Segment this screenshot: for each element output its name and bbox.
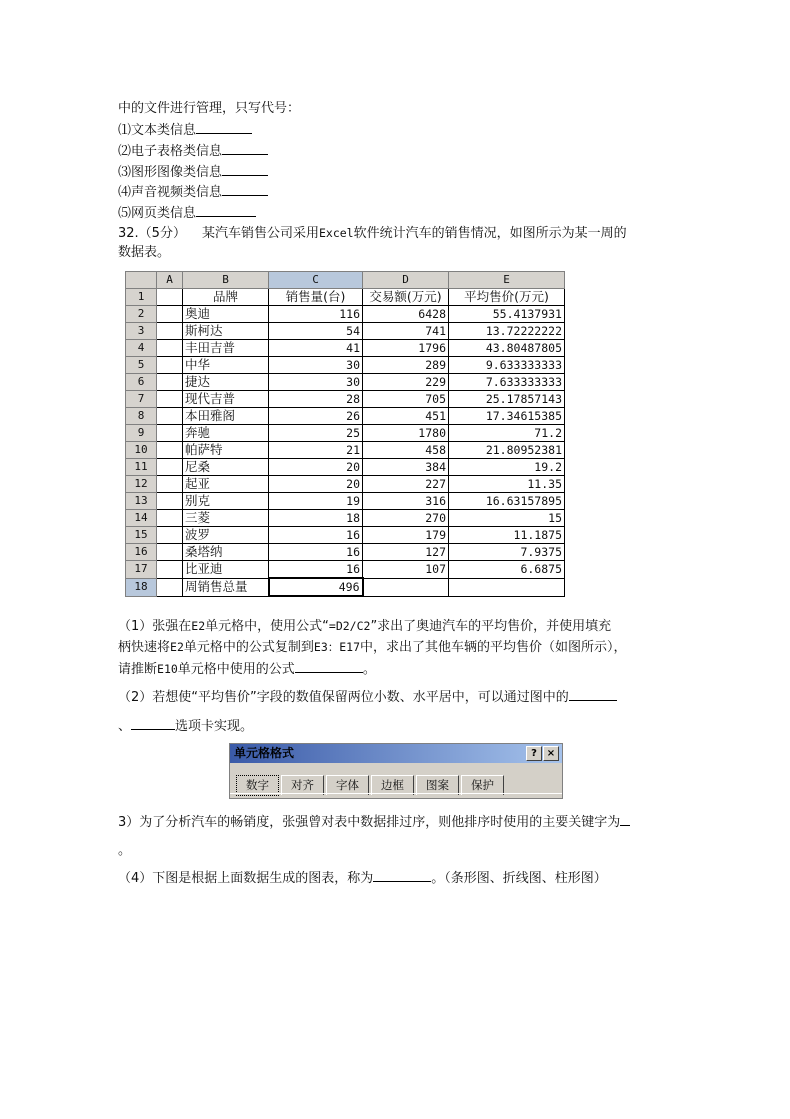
close-button[interactable]: × [543,746,559,761]
cell[interactable] [157,340,183,357]
cell-brand[interactable]: 奔驰 [183,425,269,442]
cell-brand[interactable]: 起亚 [183,476,269,493]
cell-qty[interactable]: 41 [269,340,363,357]
column-header[interactable]: C [269,272,363,289]
row-number[interactable]: 4 [126,340,157,357]
cell[interactable] [157,289,183,306]
cell-qty[interactable]: 19 [269,493,363,510]
row-number[interactable]: 1 [126,289,157,306]
cell[interactable] [157,476,183,493]
cell-avg[interactable]: 25.17857143 [449,391,565,408]
table-row [126,510,565,527]
spreadsheet [125,271,565,597]
q1-end: 。 [362,662,376,677]
cell-header-avg[interactable]: 平均售价(万元) [449,289,565,306]
cell[interactable] [157,391,183,408]
table-row [126,527,565,544]
tab-pattern[interactable]: 图案 [416,775,459,795]
excel-word: Excel [318,226,354,240]
answer-blank[interactable] [222,182,268,196]
q4-text: 。（条形图、折线图、柱形图） [431,871,607,886]
cell-avg[interactable]: 6.6875 [449,561,565,579]
row-number[interactable]: 7 [126,391,157,408]
table-row-total [126,578,565,596]
cell-avg[interactable]: 43.80487805 [449,340,565,357]
table-row [126,561,565,579]
q31-item-4 [118,182,268,202]
dialog-title-bar [230,744,562,763]
cell-avg[interactable]: 13.72222222 [449,323,565,340]
cell-amount[interactable]: 316 [363,493,449,510]
dialog-title: 单元格格式 [234,746,295,760]
formula: =D2/C2 [328,619,371,633]
q2-text: 选项卡实现。 [175,719,254,734]
row-number[interactable]: 9 [126,425,157,442]
cell-amount[interactable]: 270 [363,510,449,527]
q31-item-5 [118,203,256,223]
row-number[interactable]: 11 [126,459,157,476]
q2-line2 [118,716,253,736]
row-number[interactable]: 17 [126,561,157,579]
intro-text: 中的文件进行管理，只写代号： [118,101,301,116]
cell[interactable] [157,425,183,442]
table-row [126,357,565,374]
q31-item-label: ⑵电子表格类信息 [118,144,223,159]
table-row [126,459,565,476]
tab-number[interactable]: 数字 [236,775,279,796]
cell-brand[interactable]: 奥迪 [183,306,269,323]
cell-brand[interactable]: 本田雅阁 [183,408,269,425]
cell-brand[interactable]: 捷达 [183,374,269,391]
range-ref: E3：E17 [313,640,361,654]
q2-text: 、 [118,719,132,734]
answer-blank[interactable] [196,120,252,134]
cell[interactable] [157,510,183,527]
cell-avg[interactable]: 71.2 [449,425,565,442]
corner-cell[interactable] [126,272,157,289]
cell-avg[interactable]: 19.2 [449,459,565,476]
row-number[interactable]: 3 [126,323,157,340]
q31-item-label: ⑷声音视频类信息 [118,185,223,200]
table-row [126,544,565,561]
cell-amount[interactable]: 705 [363,391,449,408]
cell-qty[interactable]: 16 [269,544,363,561]
cell-brand[interactable]: 丰田吉普 [183,340,269,357]
cell-total-qty[interactable]: 496 [269,578,363,596]
tab-alignment[interactable]: 对齐 [281,775,324,795]
cell-brand[interactable]: 桑塔纳 [183,544,269,561]
table-row [126,391,565,408]
cell-brand[interactable]: 别克 [183,493,269,510]
cell-avg[interactable]: 16.63157895 [449,493,565,510]
q31-item-label: ⑶图形图像类信息 [118,165,223,180]
q32-heading [118,224,627,243]
q1-text: ”求出了奥迪汽车的平均售价，并使用填充 [370,619,612,634]
q1-line1 [118,617,611,636]
cell-header-qty[interactable]: 销售量(台) [269,289,363,306]
table-row [126,374,565,391]
q3-line2: 。 [118,843,132,858]
cell-amount[interactable]: 458 [363,442,449,459]
q4-text: （4）下图是根据上面数据生成的图表，称为 [118,871,374,886]
table-row [126,306,565,323]
cell-avg[interactable]: 7.633333333 [449,374,565,391]
q1-line3 [118,659,376,679]
cell-qty[interactable]: 30 [269,374,363,391]
cell-format-dialog [229,743,563,799]
cell[interactable] [157,527,183,544]
cell[interactable] [363,578,449,596]
cell-avg[interactable]: 11.35 [449,476,565,493]
cell-avg[interactable]: 7.9375 [449,544,565,561]
cell[interactable] [157,578,183,596]
table-row [126,476,565,493]
column-header[interactable]: A [157,272,183,289]
cell[interactable] [157,408,183,425]
cell-amount[interactable]: 6428 [363,306,449,323]
cell-amount[interactable]: 384 [363,459,449,476]
column-header-row [126,272,565,289]
answer-blank[interactable] [295,659,363,673]
cell-brand[interactable]: 帕萨特 [183,442,269,459]
cell-brand[interactable]: 三菱 [183,510,269,527]
help-button[interactable]: ? [526,746,542,761]
row-number[interactable]: 16 [126,544,157,561]
cell[interactable] [449,578,565,596]
answer-blank[interactable] [222,162,268,176]
cell-qty[interactable]: 26 [269,408,363,425]
cell-ref: E10 [157,662,178,676]
cell-amount[interactable]: 451 [363,408,449,425]
cell-qty[interactable]: 21 [269,442,363,459]
cell-amount[interactable]: 179 [363,527,449,544]
cell-avg[interactable]: 9.633333333 [449,357,565,374]
q31-item-3 [118,162,268,182]
q32-line2: 数据表。 [118,245,171,260]
table-row [126,442,565,459]
column-header[interactable]: B [183,272,269,289]
cell-amount[interactable]: 227 [363,476,449,493]
cell[interactable] [157,544,183,561]
cell-qty[interactable]: 18 [269,510,363,527]
q1-text: 单元格中，使用公式“ [205,619,329,634]
row-number[interactable]: 2 [126,306,157,323]
cell[interactable] [157,442,183,459]
cell-avg[interactable]: 11.1875 [449,527,565,544]
q32-text: 某汽车销售公司采用 [201,226,319,241]
table-row [126,408,565,425]
q4-line [118,868,607,888]
table-row [126,425,565,442]
answer-blank[interactable] [373,868,431,882]
row-number[interactable]: 10 [126,442,157,459]
cell-amount[interactable]: 289 [363,357,449,374]
cell-qty[interactable]: 20 [269,476,363,493]
q32-text-post: 软件统计汽车的销售情况，如图所示为某一周的 [353,226,627,241]
cell[interactable] [157,357,183,374]
cell-amount[interactable]: 741 [363,323,449,340]
cell-header-brand[interactable]: 品牌 [183,289,269,306]
cell-qty[interactable]: 20 [269,459,363,476]
q1-text: 柄快速将 [118,640,171,655]
row-number[interactable]: 12 [126,476,157,493]
cell-qty[interactable]: 16 [269,561,363,579]
column-header[interactable]: D [363,272,449,289]
tab-protection[interactable]: 保护 [461,775,504,795]
cell-total-label[interactable]: 周销售总量 [183,578,269,596]
cell-qty[interactable]: 16 [269,527,363,544]
cell-avg[interactable]: 17.34615385 [449,408,565,425]
q3-text: 3）为了分析汽车的畅销度，张强曾对表中数据排过序，则他排序时使用的主要关键字为 [118,815,621,830]
q3-line1 [118,812,630,832]
q1-text: 请推断 [118,662,158,677]
cell[interactable] [157,306,183,323]
answer-blank[interactable] [569,687,617,701]
cell-ref: E2 [191,619,206,633]
answer-blank[interactable] [620,812,630,826]
cell-brand[interactable]: 中华 [183,357,269,374]
q1-text: （1）张强在 [118,619,192,634]
answer-blank[interactable] [131,716,175,730]
q32-number: 32.（5分） [118,226,186,241]
row-number[interactable]: 14 [126,510,157,527]
cell-header-amount[interactable]: 交易额(万元) [363,289,449,306]
cell[interactable] [157,561,183,579]
cell-avg[interactable]: 55.4137931 [449,306,565,323]
cell-ref: E2 [170,640,184,654]
cell-amount[interactable]: 107 [363,561,449,579]
cell-brand[interactable]: 现代吉普 [183,391,269,408]
table-row [126,289,565,306]
cell-qty[interactable]: 25 [269,425,363,442]
q2-line1 [118,687,617,707]
cell-amount[interactable]: 1796 [363,340,449,357]
cell-amount[interactable]: 127 [363,544,449,561]
cell[interactable] [157,323,183,340]
cell-avg[interactable]: 15 [449,510,565,527]
tab-border[interactable]: 边框 [371,775,414,795]
q1-text: 中，求出了其他车辆的平均售价（如图所示）， [360,640,627,655]
row-number[interactable]: 13 [126,493,157,510]
cell-brand[interactable]: 比亚迪 [183,561,269,579]
answer-blank[interactable] [196,203,256,217]
q1-text: 单元格中的公式复制到 [183,640,314,655]
cell-brand[interactable]: 波罗 [183,527,269,544]
q1-text: 单元格中使用的公式 [177,662,295,677]
cell[interactable] [157,459,183,476]
cell-qty[interactable]: 116 [269,306,363,323]
cell-qty[interactable]: 54 [269,323,363,340]
cell-avg[interactable]: 21.80952381 [449,442,565,459]
row-number[interactable]: 15 [126,527,157,544]
q31-item-2 [118,141,268,161]
q1-line2 [118,638,627,657]
row-number[interactable]: 8 [126,408,157,425]
answer-blank[interactable] [222,141,268,155]
row-number[interactable]: 5 [126,357,157,374]
cell-brand[interactable]: 斯柯达 [183,323,269,340]
cell-amount[interactable]: 1780 [363,425,449,442]
cell-brand[interactable]: 尼桑 [183,459,269,476]
cell-qty[interactable]: 30 [269,357,363,374]
q31-item-1 [118,120,252,140]
table-row [126,493,565,510]
q31-item-label: ⑸网页类信息 [118,206,197,221]
table-row [126,323,565,340]
tab-font[interactable]: 字体 [326,775,369,795]
cell-qty[interactable]: 28 [269,391,363,408]
row-number[interactable]: 18 [126,578,157,596]
q31-item-label: ⑴文本类信息 [118,123,197,138]
cell-amount[interactable]: 229 [363,374,449,391]
cell[interactable] [157,374,183,391]
q2-text: （2）若想使“平均售价”字段的数值保留两位小数、水平居中，可以通过图中的 [118,690,569,705]
row-number[interactable]: 6 [126,374,157,391]
cell[interactable] [157,493,183,510]
table-row [126,340,565,357]
column-header[interactable]: E [449,272,565,289]
